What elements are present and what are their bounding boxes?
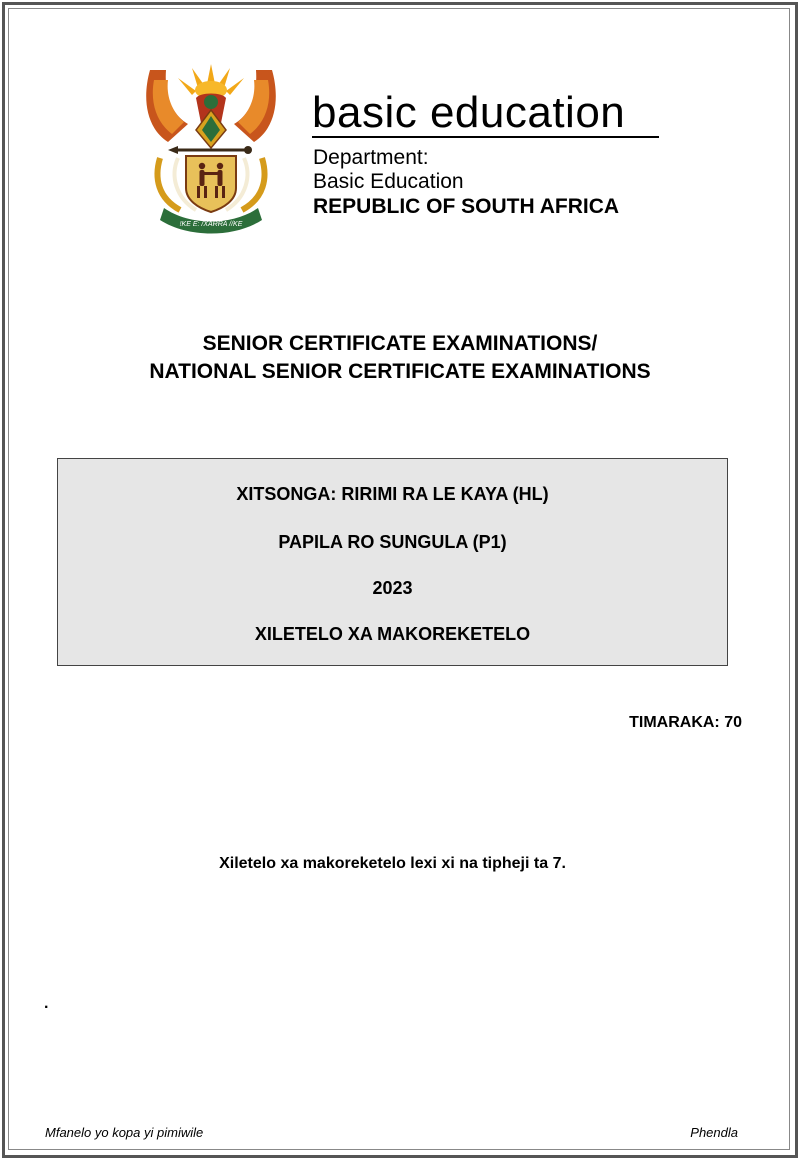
document-type: XILETELO XA MAKOREKETELO — [254, 624, 531, 644]
exam-heading — [0, 330, 800, 386]
total-marks: TIMARAKA: 70 — [629, 714, 742, 731]
south-africa-coat-of-arms-icon — [140, 58, 282, 234]
paper-number: PAPILA RO SUNGULA (P1) — [278, 532, 507, 552]
turn-over-note: Phendla — [690, 1125, 738, 1140]
page-count-note: Xiletelo xa makoreketelo lexi xi na tipheji ta 7. — [219, 855, 566, 872]
exam-year: 2023 — [372, 578, 413, 598]
department-label: Department: — [313, 146, 429, 169]
copyright-notice: Mfanelo yo kopa yi pimiwile — [45, 1125, 204, 1140]
crest-motto: !KE E: /XARRA //KE — [179, 221, 243, 228]
brand-underline — [312, 136, 659, 138]
subject-box — [57, 458, 728, 666]
exam-heading-line-1: SENIOR CERTIFICATE EXAMINATIONS/ — [202, 332, 598, 355]
department-name: Basic Education — [313, 170, 464, 193]
subject-title: XITSONGA: RIRIMI RA LE KAYA (HL) — [236, 484, 549, 504]
brand-title: basic education — [312, 88, 626, 137]
country-name: REPUBLIC OF SOUTH AFRICA — [313, 195, 620, 218]
stray-mark: . — [44, 995, 49, 1012]
exam-heading-line-2: NATIONAL SENIOR CERTIFICATE EXAMINATIONS — [149, 360, 651, 383]
